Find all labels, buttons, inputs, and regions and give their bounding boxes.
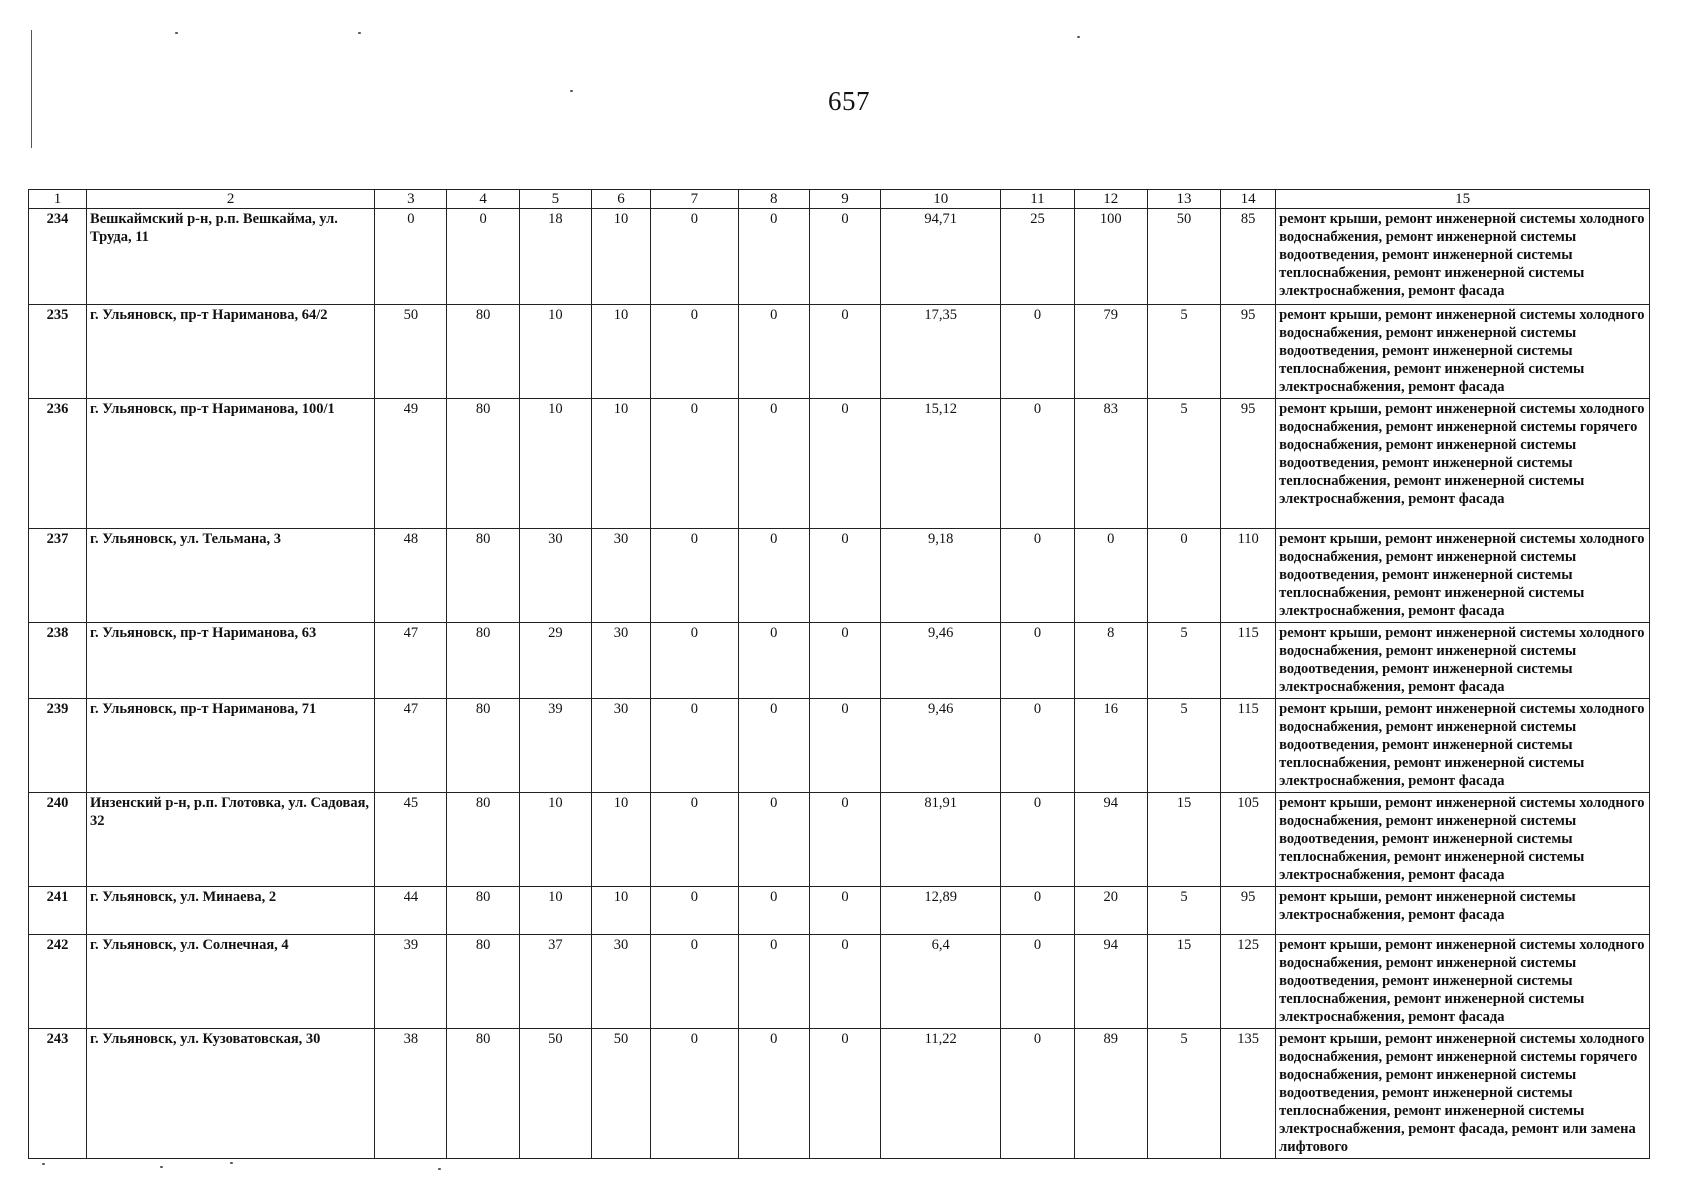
column-header: 14 <box>1221 190 1276 209</box>
column-header: 11 <box>1001 190 1074 209</box>
column-header: 7 <box>651 190 739 209</box>
value-cell: 94,71 <box>881 209 1001 305</box>
column-header: 8 <box>738 190 809 209</box>
scan-speck <box>160 1166 163 1168</box>
value-cell: 0 <box>1001 699 1074 793</box>
address-cell: Вешкаймский р-н, р.п. Вешкайма, ул. Труда, 11 <box>87 209 375 305</box>
value-cell: 0 <box>651 1029 739 1159</box>
value-cell: 85 <box>1221 209 1276 305</box>
value-cell: 10 <box>592 793 651 887</box>
value-cell: 49 <box>375 399 447 529</box>
works-cell: ремонт крыши, ремонт инженерной системы холодного водоснабжения, ремонт инженерной системы горячего водоснабжения, ремонт инженерной системы водоотведения, ремонт инженерной системы теплоснабжения, ремонт инженерной системы электроснабжения, ремонт фасада, ремонт или замена лифтового <box>1276 1029 1650 1159</box>
value-cell: 100 <box>1074 209 1147 305</box>
value-cell: 94 <box>1074 793 1147 887</box>
value-cell: 0 <box>651 529 739 623</box>
value-cell: 0 <box>809 793 880 887</box>
row-number: 237 <box>29 529 87 623</box>
value-cell: 0 <box>651 887 739 935</box>
value-cell: 16 <box>1074 699 1147 793</box>
value-cell: 0 <box>1001 305 1074 399</box>
value-cell: 0 <box>738 699 809 793</box>
value-cell: 39 <box>375 935 447 1029</box>
works-cell: ремонт крыши, ремонт инженерной системы холодного водоснабжения, ремонт инженерной системы водоотведения, ремонт инженерной системы теплоснабжения, ремонт инженерной системы электроснабжения, ремонт фасада <box>1276 529 1650 623</box>
value-cell: 135 <box>1221 1029 1276 1159</box>
scan-speck <box>358 32 361 34</box>
works-cell: ремонт крыши, ремонт инженерной системы холодного водоснабжения, ремонт инженерной системы водоотведения, ремонт инженерной системы теплоснабжения, ремонт инженерной системы электроснабжения, ремонт фасада <box>1276 793 1650 887</box>
value-cell: 10 <box>519 399 591 529</box>
value-cell: 0 <box>809 399 880 529</box>
table-row <box>29 623 1650 699</box>
scan-speck <box>42 1163 45 1165</box>
value-cell: 39 <box>519 699 591 793</box>
works-cell: ремонт крыши, ремонт инженерной системы холодного водоснабжения, ремонт инженерной системы водоотведения, ремонт инженерной системы теплоснабжения, ремонт инженерной системы электроснабжения, ремонт фасада <box>1276 699 1650 793</box>
value-cell: 0 <box>809 935 880 1029</box>
value-cell: 0 <box>738 887 809 935</box>
value-cell: 0 <box>738 305 809 399</box>
table-row <box>29 1029 1650 1159</box>
value-cell: 30 <box>592 935 651 1029</box>
value-cell: 0 <box>1001 935 1074 1029</box>
value-cell: 0 <box>651 209 739 305</box>
value-cell: 0 <box>651 699 739 793</box>
value-cell: 5 <box>1147 305 1220 399</box>
value-cell: 18 <box>519 209 591 305</box>
value-cell: 45 <box>375 793 447 887</box>
address-cell: г. Ульяновск, пр-т Нариманова, 100/1 <box>87 399 375 529</box>
value-cell: 9,46 <box>881 699 1001 793</box>
value-cell: 0 <box>651 305 739 399</box>
value-cell: 80 <box>447 935 519 1029</box>
works-cell: ремонт крыши, ремонт инженерной системы электроснабжения, ремонт фасада <box>1276 887 1650 935</box>
value-cell: 0 <box>1147 529 1220 623</box>
value-cell: 8 <box>1074 623 1147 699</box>
value-cell: 48 <box>375 529 447 623</box>
table-row <box>29 209 1650 305</box>
row-number: 238 <box>29 623 87 699</box>
value-cell: 10 <box>592 305 651 399</box>
value-cell: 0 <box>651 399 739 529</box>
value-cell: 50 <box>1147 209 1220 305</box>
table-row <box>29 935 1650 1029</box>
repair-program-table <box>28 189 1650 1159</box>
row-number: 240 <box>29 793 87 887</box>
value-cell: 50 <box>592 1029 651 1159</box>
column-header: 3 <box>375 190 447 209</box>
scan-speck <box>1077 36 1080 38</box>
row-number: 234 <box>29 209 87 305</box>
value-cell: 30 <box>519 529 591 623</box>
address-cell: г. Ульяновск, пр-т Нариманова, 63 <box>87 623 375 699</box>
value-cell: 0 <box>375 209 447 305</box>
value-cell: 110 <box>1221 529 1276 623</box>
works-cell: ремонт крыши, ремонт инженерной системы холодного водоснабжения, ремонт инженерной системы водоотведения, ремонт инженерной системы теплоснабжения, ремонт инженерной системы электроснабжения, ремонт фасада <box>1276 935 1650 1029</box>
table-row <box>29 699 1650 793</box>
table-row <box>29 793 1650 887</box>
value-cell: 80 <box>447 793 519 887</box>
value-cell: 0 <box>1001 623 1074 699</box>
value-cell: 50 <box>375 305 447 399</box>
value-cell: 0 <box>809 887 880 935</box>
value-cell: 83 <box>1074 399 1147 529</box>
value-cell: 0 <box>1001 793 1074 887</box>
value-cell: 37 <box>519 935 591 1029</box>
value-cell: 5 <box>1147 887 1220 935</box>
value-cell: 0 <box>447 209 519 305</box>
scan-speck <box>175 32 178 34</box>
value-cell: 9,18 <box>881 529 1001 623</box>
value-cell: 0 <box>809 699 880 793</box>
address-cell: г. Ульяновск, ул. Минаева, 2 <box>87 887 375 935</box>
value-cell: 50 <box>519 1029 591 1159</box>
column-header: 10 <box>881 190 1001 209</box>
value-cell: 0 <box>1001 529 1074 623</box>
value-cell: 80 <box>447 887 519 935</box>
column-header: 9 <box>809 190 880 209</box>
address-cell: г. Ульяновск, ул. Солнечная, 4 <box>87 935 375 1029</box>
works-cell: ремонт крыши, ремонт инженерной системы холодного водоснабжения, ремонт инженерной системы водоотведения, ремонт инженерной системы электроснабжения, ремонт фасада <box>1276 623 1650 699</box>
page-number: 657 <box>828 86 870 116</box>
value-cell: 12,89 <box>881 887 1001 935</box>
value-cell: 20 <box>1074 887 1147 935</box>
scan-speck <box>230 1162 233 1164</box>
value-cell: 9,46 <box>881 623 1001 699</box>
value-cell: 38 <box>375 1029 447 1159</box>
value-cell: 115 <box>1221 699 1276 793</box>
value-cell: 0 <box>809 1029 880 1159</box>
value-cell: 10 <box>592 399 651 529</box>
value-cell: 15,12 <box>881 399 1001 529</box>
column-header: 6 <box>592 190 651 209</box>
value-cell: 30 <box>592 529 651 623</box>
column-header: 15 <box>1276 190 1650 209</box>
table-header-row <box>29 190 1650 209</box>
row-number: 236 <box>29 399 87 529</box>
value-cell: 0 <box>809 305 880 399</box>
value-cell: 5 <box>1147 623 1220 699</box>
works-cell: ремонт крыши, ремонт инженерной системы холодного водоснабжения, ремонт инженерной системы водоотведения, ремонт инженерной системы теплоснабжения, ремонт инженерной системы электроснабжения, ремонт фасада <box>1276 305 1650 399</box>
column-header: 13 <box>1147 190 1220 209</box>
value-cell: 81,91 <box>881 793 1001 887</box>
value-cell: 0 <box>738 399 809 529</box>
value-cell: 11,22 <box>881 1029 1001 1159</box>
value-cell: 95 <box>1221 305 1276 399</box>
value-cell: 5 <box>1147 1029 1220 1159</box>
value-cell: 10 <box>519 887 591 935</box>
value-cell: 0 <box>738 793 809 887</box>
table-row <box>29 529 1650 623</box>
value-cell: 0 <box>1001 399 1074 529</box>
value-cell: 0 <box>651 793 739 887</box>
value-cell: 80 <box>447 399 519 529</box>
value-cell: 0 <box>1074 529 1147 623</box>
value-cell: 15 <box>1147 935 1220 1029</box>
row-number: 235 <box>29 305 87 399</box>
column-header: 12 <box>1074 190 1147 209</box>
value-cell: 95 <box>1221 399 1276 529</box>
value-cell: 0 <box>809 529 880 623</box>
value-cell: 80 <box>447 305 519 399</box>
value-cell: 80 <box>447 1029 519 1159</box>
value-cell: 10 <box>592 209 651 305</box>
value-cell: 5 <box>1147 399 1220 529</box>
value-cell: 5 <box>1147 699 1220 793</box>
value-cell: 0 <box>738 623 809 699</box>
value-cell: 47 <box>375 699 447 793</box>
table-row <box>29 887 1650 935</box>
value-cell: 0 <box>651 935 739 1029</box>
address-cell: г. Ульяновск, пр-т Нариманова, 71 <box>87 699 375 793</box>
value-cell: 125 <box>1221 935 1276 1029</box>
row-number: 242 <box>29 935 87 1029</box>
row-number: 243 <box>29 1029 87 1159</box>
table-row <box>29 305 1650 399</box>
value-cell: 29 <box>519 623 591 699</box>
scan-speck <box>438 1168 441 1170</box>
value-cell: 115 <box>1221 623 1276 699</box>
address-cell: г. Ульяновск, пр-т Нариманова, 64/2 <box>87 305 375 399</box>
column-header: 2 <box>87 190 375 209</box>
value-cell: 0 <box>1001 1029 1074 1159</box>
value-cell: 94 <box>1074 935 1147 1029</box>
address-cell: Инзенский р-н, р.п. Глотовка, ул. Садовая, 32 <box>87 793 375 887</box>
value-cell: 0 <box>738 209 809 305</box>
row-number: 239 <box>29 699 87 793</box>
value-cell: 25 <box>1001 209 1074 305</box>
column-header: 4 <box>447 190 519 209</box>
row-number: 241 <box>29 887 87 935</box>
value-cell: 89 <box>1074 1029 1147 1159</box>
value-cell: 10 <box>519 793 591 887</box>
value-cell: 0 <box>738 1029 809 1159</box>
value-cell: 15 <box>1147 793 1220 887</box>
column-header: 1 <box>29 190 87 209</box>
value-cell: 17,35 <box>881 305 1001 399</box>
table-row <box>29 399 1650 529</box>
address-cell: г. Ульяновск, ул. Тельмана, 3 <box>87 529 375 623</box>
works-cell: ремонт крыши, ремонт инженерной системы холодного водоснабжения, ремонт инженерной системы водоотведения, ремонт инженерной системы теплоснабжения, ремонт инженерной системы электроснабжения, ремонт фасада <box>1276 209 1650 305</box>
value-cell: 80 <box>447 699 519 793</box>
value-cell: 6,4 <box>881 935 1001 1029</box>
value-cell: 0 <box>809 623 880 699</box>
value-cell: 0 <box>1001 887 1074 935</box>
address-cell: г. Ульяновск, ул. Кузоватовская, 30 <box>87 1029 375 1159</box>
column-header: 5 <box>519 190 591 209</box>
value-cell: 44 <box>375 887 447 935</box>
value-cell: 95 <box>1221 887 1276 935</box>
value-cell: 0 <box>651 623 739 699</box>
value-cell: 0 <box>738 935 809 1029</box>
value-cell: 80 <box>447 623 519 699</box>
works-cell: ремонт крыши, ремонт инженерной системы холодного водоснабжения, ремонт инженерной системы горячего водоснабжения, ремонт инженерной системы водоотведения, ремонт инженерной системы теплоснабжения, ремонт инженерной системы электроснабжения, ремонт фасада <box>1276 399 1650 529</box>
value-cell: 0 <box>738 529 809 623</box>
value-cell: 0 <box>809 209 880 305</box>
value-cell: 30 <box>592 699 651 793</box>
value-cell: 30 <box>592 623 651 699</box>
value-cell: 10 <box>592 887 651 935</box>
value-cell: 80 <box>447 529 519 623</box>
value-cell: 10 <box>519 305 591 399</box>
value-cell: 47 <box>375 623 447 699</box>
value-cell: 105 <box>1221 793 1276 887</box>
value-cell: 79 <box>1074 305 1147 399</box>
